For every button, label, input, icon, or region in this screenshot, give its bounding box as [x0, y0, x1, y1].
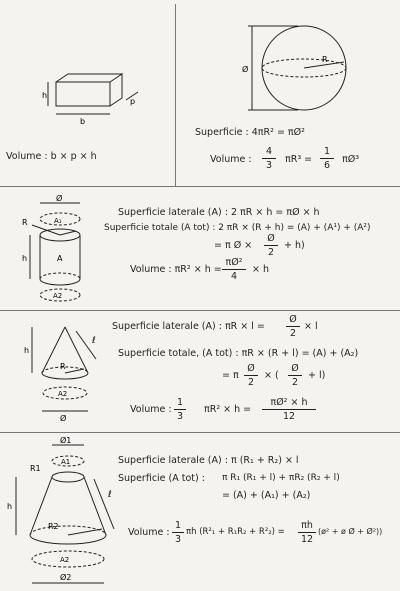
cone-vol-frac2-den: 12 [282, 411, 296, 423]
frustum-vol-frac1 [172, 520, 184, 546]
sphere-tail: πØ³ [342, 154, 360, 165]
frustum-line3: = (A) + (A₁) + (A₂) [222, 490, 311, 501]
sphere-panel [0, 0, 400, 186]
cylinder-dim-a1: A₁ [54, 217, 62, 225]
cylinder-vol-frac [222, 257, 246, 283]
cone-line1-frac [286, 314, 300, 340]
sphere-dim-r: R [322, 55, 328, 64]
frustum-vol-frac2-den: 12 [300, 534, 314, 546]
cone-vol-frac2-num: πØ² × h [270, 397, 308, 408]
cylinder-line3a: = π Ø × [214, 240, 253, 251]
cone-dim-r: R [60, 362, 66, 371]
sphere-figure [238, 22, 378, 114]
cone-line3-frac1 [244, 363, 258, 389]
cone-volume-label: Volume : [130, 404, 172, 415]
sphere-frac1-num: 4 [265, 146, 273, 157]
cylinder-vol-frac-num: πØ² [225, 257, 243, 268]
box-dim-b: b [80, 117, 86, 126]
frustum-vol-frac2 [298, 520, 316, 546]
cone-dim-a2: A2 [58, 390, 68, 398]
frustum-vol-frac1-den: 3 [174, 534, 182, 546]
frustum-line1: Superficie laterale (A) : π (R₁ + R₂) × l [118, 455, 299, 466]
box-volume: Volume : b × p × h [6, 151, 97, 162]
sphere-frac2-den: 6 [323, 160, 331, 172]
box-dim-p: p [130, 97, 136, 106]
frustum-dim-a2: A2 [60, 556, 70, 564]
frustum-line2a: Superficie (A tot) : [118, 473, 205, 484]
cone-line3-frac2-den: 2 [291, 377, 299, 389]
cylinder-dim-a: A [57, 254, 63, 263]
cylinder-dim-d: Ø [56, 195, 63, 203]
cone-line1: Superficie laterale (A) : πR × l = [112, 321, 265, 332]
frustum-line2b: π R₁ (R₁ + l) + πR₂ (R₂ + l) [222, 473, 340, 483]
frustum-figure [4, 437, 124, 589]
sphere-frac1 [262, 146, 276, 172]
cone-line1-frac-den: 2 [289, 328, 297, 340]
cone-vol-mid: πR² × h = [204, 404, 252, 415]
cone-figure [20, 319, 120, 429]
cylinder-line3-frac [264, 233, 278, 259]
cone-vol-frac1 [174, 397, 186, 423]
cone-line3a: = π [222, 370, 239, 381]
cone-vol-frac1-den: 3 [176, 411, 184, 423]
frustum-vol-frac2-num: πh [301, 520, 313, 531]
frustum-dim-r2: R2 [48, 522, 59, 531]
cone-panel [0, 311, 400, 432]
sphere-volume-label: Volume : [210, 154, 252, 165]
sphere-superficie: Superficie : 4πR² = πØ² [195, 127, 305, 138]
cone-dim-d: Ø [60, 414, 67, 423]
cylinder-vol-frac-den: 4 [230, 271, 238, 283]
sphere-mid: πR³ = [285, 154, 313, 165]
frustum-dim-d1: Ø1 [60, 437, 72, 445]
sphere-frac2-num: 1 [323, 146, 331, 157]
frustum-dim-r1: R1 [30, 464, 41, 473]
cylinder-line3-frac-num: Ø [267, 233, 275, 244]
cone-dim-l: ℓ [92, 336, 96, 346]
cylinder-dim-r: R [22, 218, 28, 227]
cone-line1-frac-num: Ø [289, 314, 297, 325]
cone-vol-frac2 [262, 397, 316, 423]
cylinder-vol-tail: × h [252, 264, 270, 275]
cone-dim-h: h [24, 346, 30, 355]
cylinder-dim-h: h [22, 254, 28, 263]
cylinder-panel [0, 187, 400, 310]
cylinder-line3b: + h) [284, 240, 305, 251]
frustum-dim-h: h [7, 502, 13, 511]
cylinder-line1: Superficie laterale (A) : 2 πR × h = πØ × h [118, 207, 320, 218]
cone-line3-frac2-num: Ø [291, 363, 299, 374]
cone-line2: Superficie totale, (A tot) : πR × (R + l) = (A) + (A₂) [118, 348, 359, 359]
cone-line3b: × ( [264, 370, 279, 381]
sphere-dim-d: Ø [242, 65, 249, 74]
frustum-dim-d2: Ø2 [60, 573, 72, 582]
cylinder-dim-a2: A2 [53, 292, 63, 300]
cylinder-line3-frac-den: 2 [267, 247, 275, 259]
cylinder-figure [20, 195, 100, 305]
frustum-dim-a1: A1 [61, 458, 71, 466]
frustum-panel [0, 433, 400, 591]
frustum-vol-tail: (ø² + ø Ø + Ø²)) [318, 527, 383, 536]
cone-line3-frac2 [288, 363, 302, 389]
cone-line3-frac1-den: 2 [247, 377, 255, 389]
frustum-volume-label: Volume : [128, 527, 170, 538]
cylinder-line2: Superficie totale (A tot) : 2 πR × (R + h) = (A) + (A¹) + (A²) [104, 223, 371, 233]
cylinder-volume-label: Volume : πR² × h = [130, 264, 222, 275]
cone-line1-tail: × l [304, 321, 318, 332]
cone-vol-frac1-num: 1 [176, 397, 184, 408]
cone-line3c: + l) [308, 370, 326, 381]
frustum-vol-mid: πh (R²₁ + R₁R₂ + R²₂) = [186, 527, 285, 537]
frustum-vol-frac1-num: 1 [174, 520, 182, 531]
sphere-frac1-den: 3 [265, 160, 273, 172]
sphere-frac2 [320, 146, 334, 172]
frustum-dim-l: ℓ [108, 490, 112, 500]
box-dim-h: h [42, 91, 48, 100]
cone-line3-frac1-num: Ø [247, 363, 255, 374]
